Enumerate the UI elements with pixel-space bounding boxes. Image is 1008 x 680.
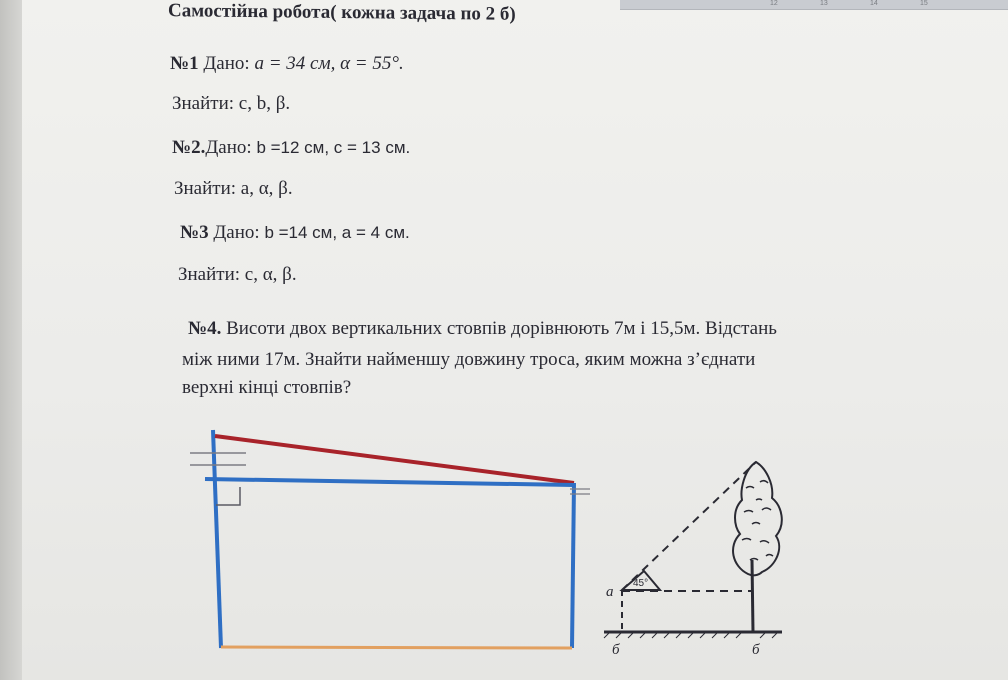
tree-diagram — [604, 462, 782, 658]
problem-number: №1 — [170, 53, 199, 74]
tree-crown — [733, 462, 782, 575]
problem-3-find: Знайти: с, α, β. — [178, 264, 297, 285]
angle-label: 45° — [633, 578, 649, 589]
problem-1-find: Знайти: с, b, β. — [172, 93, 291, 114]
right-pole — [572, 483, 574, 648]
ground-line — [221, 647, 572, 648]
right-angle-mark — [216, 487, 240, 505]
given-label: Дано: — [213, 222, 260, 243]
problem-number: №3 — [180, 222, 209, 243]
problem-2-find: Знайти: а, α, β. — [174, 178, 293, 199]
given-label: Дано: — [203, 53, 250, 74]
worksheet-title: Самостійна робота( кожна задача по 2 б) — [168, 0, 516, 25]
given-values: b =14 см, а = 4 см. — [264, 223, 410, 242]
point-b-left-label: б — [612, 642, 620, 658]
horizontal-helper-line — [205, 479, 574, 485]
problem-number: №2. — [172, 137, 206, 158]
tree-foliage-texture — [742, 481, 773, 560]
point-b-right-label: б — [752, 642, 760, 658]
ruler-tick: 12 — [770, 0, 778, 7]
ruler-tick: 13 — [820, 0, 828, 7]
problem-4-text: Висоти двох вертикальних стовпів дорівнюють 7м і 15,5м. Відстань — [226, 318, 777, 339]
point-a-label: а — [606, 584, 614, 600]
poles-diagram — [190, 430, 590, 648]
problem-4-line-2: між ними 17м. Знайти найменшу довжину троса, яким можна з’єднати — [182, 349, 756, 370]
given-values: b =12 см, с = 13 см. — [256, 138, 411, 157]
tree-trunk — [752, 560, 753, 632]
cable-line — [215, 436, 574, 483]
ruler-tick: 14 — [870, 0, 878, 7]
left-pole — [213, 430, 221, 648]
problem-4-line-3: верхні кінці стовпів? — [182, 377, 352, 398]
given-label: Дано: — [205, 137, 252, 158]
given-values: а = 34 см, α = 55°. — [254, 53, 404, 74]
ruler-tick: 15 — [920, 0, 928, 7]
problem-number: №4. — [188, 318, 222, 339]
